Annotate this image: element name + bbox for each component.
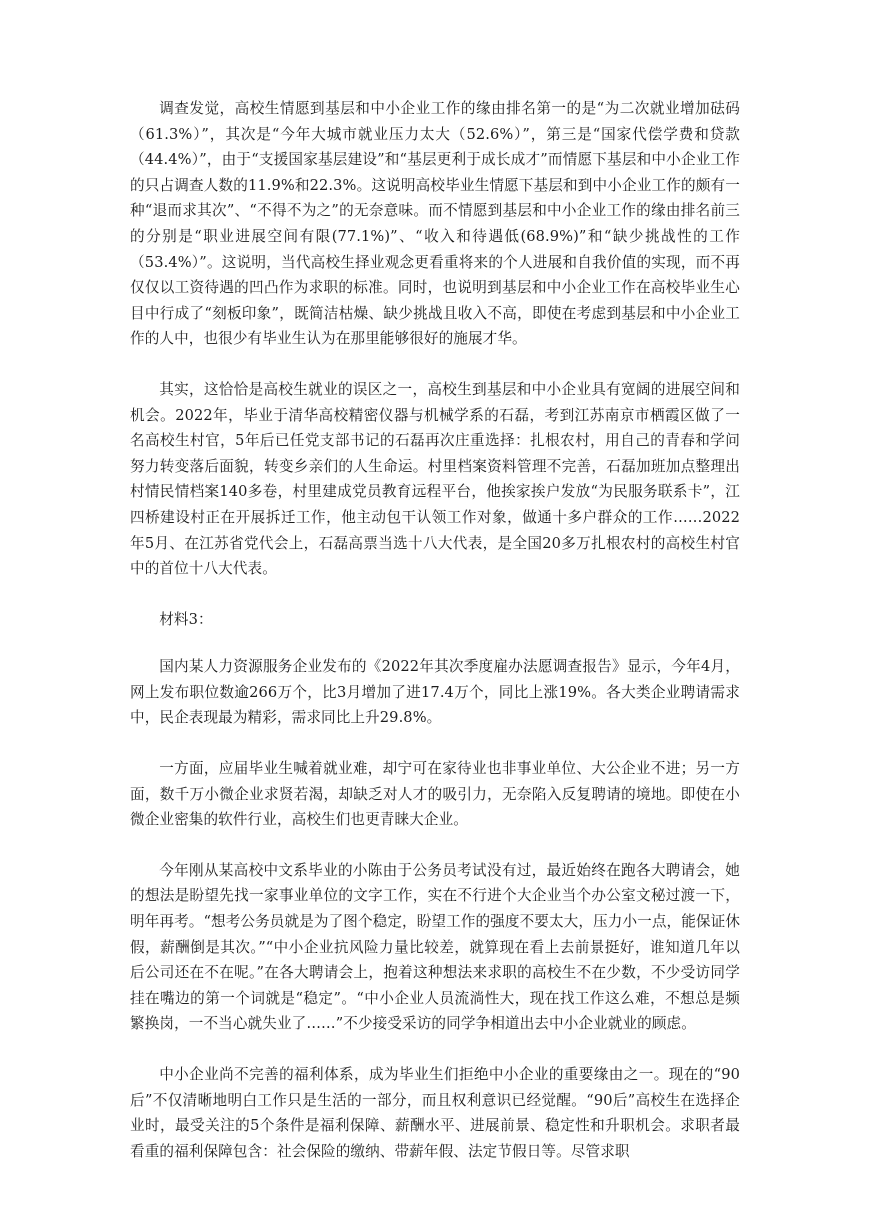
paragraph-shi-lei-story: 其实，这恰恰是高校生就业的误区之一，高校生到基层和中小企业具有宽阔的进展空间和机会。2022年，毕业于清华高校精密仪器与机械学系的石磊，考到江苏南京市栖霞区做了一名高校生村官，5年后已任党支部书记的石磊再次庄重选择：扎根农村，用自己的青春和学问努力转变落后面貌，转变乡亲们的人生命运。村里档案资料管理不完善，石磊加班加点整理出村情民情档案140多卷，村里建成党员教育远程平台，他挨家挨户发放“为民服务联系卡”，江四桥建设村正在开展拆迁工作，他主动包干认领工作对象，做通十多户群众的工作……2022年5月、在江苏省党代会上，石磊高票当选十八大代表，是全国20多万扎根农村的高校生村官中的首位十八大代表。 <box>130 380 740 578</box>
material-3-heading: 材料3： <box>159 610 213 628</box>
document-body <box>130 96 740 1189</box>
paragraph-welfare-system: 中小企业尚不完善的福利体系，成为毕业生们拒绝中小企业的重要缘由之一。现在的“90后”不仅清晰地明白工作只是生活的一部分，而且权利意识已经觉醒。“90后”高校生在选择企业时，最受关注的5个条件是福利保障、薪酬水平、进展前景、稳定性和升职机会。求职者最看重的福利保障包含：社会保险的缴纳、带薪年假、法定节假日等。尽管求职 <box>130 1066 740 1160</box>
paragraph-two-sides: 一方面，应届毕业生喊着就业难，却宁可在家待业也非事业单位、大公企业不进；另一方面，数千万小微企业求贤若渴，却缺乏对人才的吸引力，无奈陷入反复聘请的境地。即使在小微企业密集的软件行业，高校生们也更青睐大企业。 <box>130 760 740 829</box>
paragraph-hiring-report: 国内某人力资源服务企业发布的《2022年其次季度雇办法愿调查报告》显示，今年4月，网上发布职位数逾266万个，比3月增加了进17.4万个，同比上涨19%。各大类企业聘请需求中，民企表现最为精彩，需求同比上升29.8%。 <box>130 658 740 727</box>
paragraph-xiao-chen: 今年刚从某高校中文系毕业的小陈由于公务员考试没有过，最近始终在跑各大聘请会，她的想法是盼望先找一家事业单位的文字工作，实在不行进个大企业当个办公室文秘过渡一下，明年再考。“想考公务员就是为了图个稳定，盼望工作的强度不要太大，压力小一点，能保证休假，薪酬倒是其次。”“中小企业抗风险力量比较差，就算现在看上去前景挺好，谁知道几年以后公司还在不在呢。”在各大聘请会上，抱着这种想法来求职的高校生不在少数，不少受访同学挂在嘴边的第一个词就是“稳定”。“中小企业人员流淌性大，现在找工作这么难，不想总是频繁换岗，一不当心就失业了……”不少接受采访的同学争相道出去中小企业就业的顾虑。 <box>130 861 741 1033</box>
paragraph-survey-findings: 调查发觉，高校生情愿到基层和中小企业工作的缘由排名第一的是“为二次就业增加砝码（61.3%）”，其次是“今年大城市就业压力太大（52.6%）”，第三是“国家代偿学费和贷款（44.4%）”，由于“支援国家基层建设”和“基层更利于成长成才”而情愿下基层和中小企业工作的只占调查人数的11.9%和22.3%。这说明高校毕业生情愿下基层和到中小企业工作的颇有一种“退而求其次”、“不得不为之”的无奈意味。而不情愿到基层和中小企业工作的缘由排名前三的分别是“职业进展空间有限(77.1%)”、“收入和待遇低(68.9%)”和“缺少挑战性的工作（53.4%）”。这说明，当代高校生择业观念更看重将来的个人进展和自我价值的实现，而不再仅仅以工资待遇的凹凸作为求职的标准。同时，也说明到基层和中小企业工作在高校毕业生心目中行成了“刻板印象”，既简洁枯燥、缺少挑战且收入不高，即使在考虑到基层和中小企业工作的人中，也很少有毕业生认为在那里能够很好的施展才华。 <box>130 100 740 348</box>
